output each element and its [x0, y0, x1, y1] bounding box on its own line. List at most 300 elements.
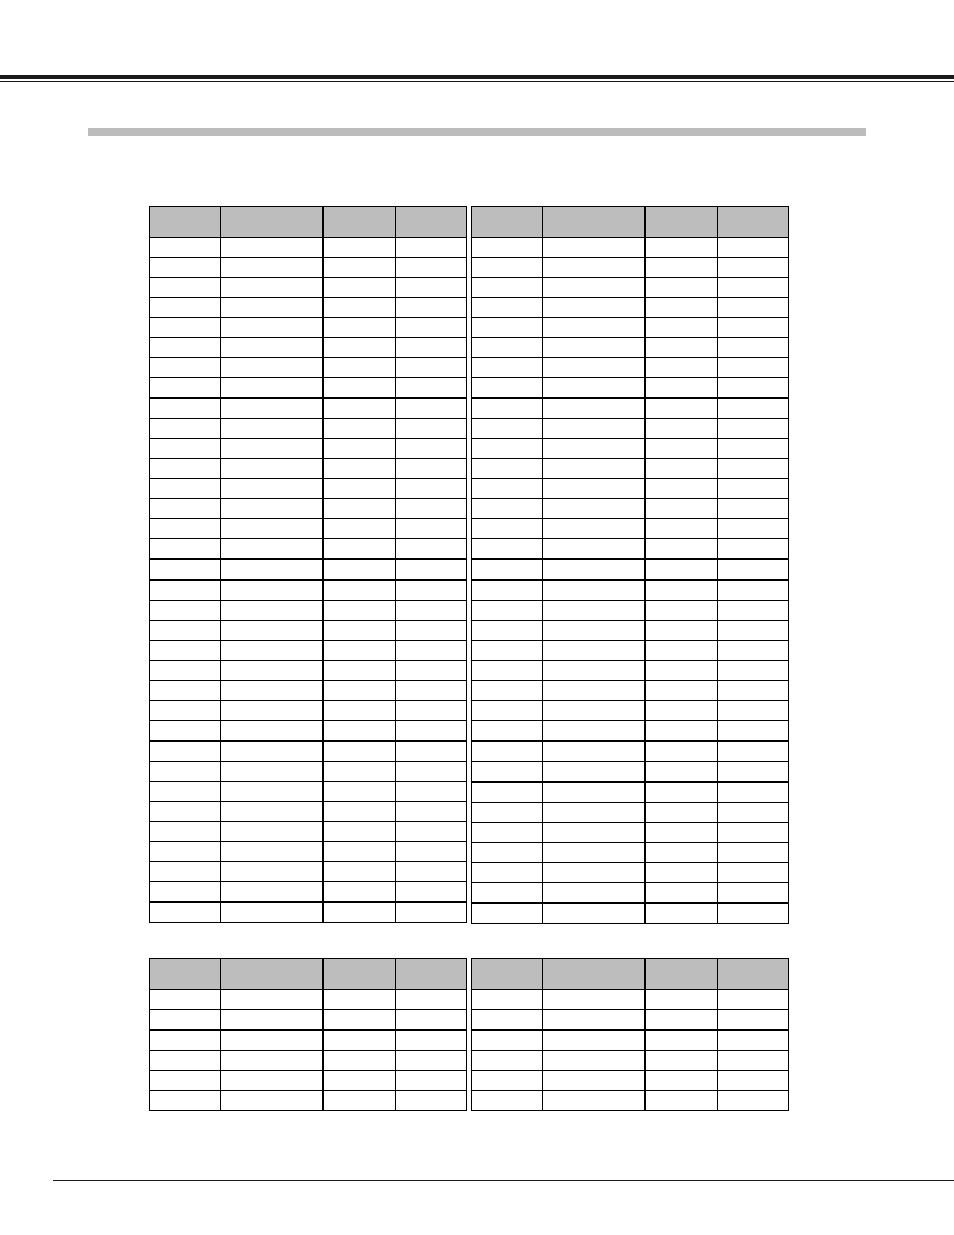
table-row — [472, 338, 789, 358]
table-cell — [543, 741, 645, 762]
table-cell — [395, 621, 466, 641]
table-row — [472, 378, 789, 399]
table-cell — [150, 238, 221, 258]
table-cell — [543, 1010, 645, 1031]
data-table-2 — [149, 958, 790, 1110]
table-cell — [543, 843, 645, 863]
table-cell — [323, 539, 395, 560]
table-cell — [472, 883, 543, 904]
table-cell — [221, 238, 323, 258]
table-row — [472, 559, 789, 580]
table-2-left-half — [149, 958, 467, 1111]
table-cell — [645, 883, 717, 904]
table-row — [150, 762, 467, 782]
table-cell — [221, 499, 323, 519]
table-cell — [395, 258, 466, 278]
table-cell — [717, 358, 788, 378]
table-cell — [150, 580, 221, 601]
table-cell — [395, 539, 466, 560]
table-row — [150, 1091, 467, 1111]
table-cell — [395, 641, 466, 661]
table-cell — [150, 641, 221, 661]
table-row — [472, 539, 789, 560]
table-row — [150, 479, 467, 499]
table-cell — [150, 519, 221, 539]
table-row — [472, 1030, 789, 1051]
data-table-1 — [149, 206, 790, 914]
table-cell — [645, 661, 717, 681]
table-cell — [543, 823, 645, 843]
table-cell — [472, 601, 543, 621]
table-cell — [150, 822, 221, 842]
table-row — [150, 601, 467, 621]
table-row — [472, 721, 789, 742]
table-row — [150, 318, 467, 338]
top-rule-thick — [0, 75, 954, 79]
table-cell — [472, 278, 543, 298]
table-cell — [150, 1010, 221, 1031]
table-cell — [543, 883, 645, 904]
table-cell — [221, 741, 323, 762]
table-cell — [472, 1051, 543, 1071]
table-cell — [543, 863, 645, 883]
column-header — [395, 959, 466, 990]
table-cell — [323, 479, 395, 499]
table-row — [472, 278, 789, 298]
table-cell — [150, 681, 221, 701]
table-cell — [150, 762, 221, 782]
table-cell — [717, 258, 788, 278]
table-cell — [472, 398, 543, 419]
table-cell — [221, 439, 323, 459]
table-cell — [472, 701, 543, 721]
table-cell — [221, 298, 323, 318]
table-cell — [150, 439, 221, 459]
table-cell — [472, 621, 543, 641]
section-heading-bar — [88, 128, 866, 136]
table-cell — [717, 519, 788, 539]
table-cell — [472, 903, 543, 924]
table-row — [150, 842, 467, 862]
table-cell — [221, 621, 323, 641]
table-row — [150, 990, 467, 1010]
table-cell — [221, 721, 323, 742]
table-cell — [323, 902, 395, 923]
table-cell — [472, 1010, 543, 1031]
column-header — [645, 207, 717, 238]
table-cell — [323, 990, 395, 1010]
table-cell — [323, 1051, 395, 1071]
table-cell — [323, 1071, 395, 1091]
table-cell — [395, 1051, 466, 1071]
table-cell — [645, 378, 717, 399]
table-cell — [645, 519, 717, 539]
table-cell — [395, 278, 466, 298]
table-cell — [645, 903, 717, 924]
table-cell — [150, 459, 221, 479]
table-row — [150, 641, 467, 661]
table-row — [472, 661, 789, 681]
table-row — [150, 1071, 467, 1091]
table-row — [150, 419, 467, 439]
table-row — [472, 1091, 789, 1111]
table-cell — [395, 398, 466, 419]
table-cell — [150, 1051, 221, 1071]
table-cell — [323, 459, 395, 479]
table-cell — [543, 903, 645, 924]
table-cell — [472, 803, 543, 823]
table-cell — [395, 802, 466, 822]
table-cell — [395, 358, 466, 378]
table-cell — [150, 1071, 221, 1091]
table-row — [150, 539, 467, 560]
table-row — [150, 580, 467, 601]
table-row — [472, 459, 789, 479]
table-cell — [150, 338, 221, 358]
table-cell — [395, 580, 466, 601]
table-cell — [323, 499, 395, 519]
table-cell — [395, 902, 466, 923]
column-header — [472, 959, 543, 990]
table-cell — [150, 621, 221, 641]
table-row — [150, 278, 467, 298]
table-cell — [323, 782, 395, 802]
table-cell — [645, 439, 717, 459]
table-row — [472, 499, 789, 519]
table-cell — [221, 258, 323, 278]
table-cell — [395, 439, 466, 459]
table-row — [150, 741, 467, 762]
column-header — [323, 207, 395, 238]
table-cell — [221, 762, 323, 782]
table-cell — [717, 1051, 788, 1071]
column-header — [717, 959, 788, 990]
table-cell — [221, 519, 323, 539]
table-cell — [472, 661, 543, 681]
table-row — [472, 238, 789, 258]
table-cell — [395, 822, 466, 842]
table-row — [150, 358, 467, 378]
table-cell — [150, 298, 221, 318]
table-cell — [472, 782, 543, 803]
table-cell — [323, 1091, 395, 1111]
table-cell — [717, 823, 788, 843]
header-row — [472, 207, 789, 238]
table-cell — [323, 378, 395, 399]
table-row — [150, 298, 467, 318]
table-cell — [221, 580, 323, 601]
column-header — [150, 207, 221, 238]
column-header — [395, 207, 466, 238]
table-row — [472, 318, 789, 338]
table-cell — [543, 499, 645, 519]
table-cell — [221, 539, 323, 560]
table-cell — [645, 601, 717, 621]
table-cell — [645, 238, 717, 258]
table-row — [150, 1010, 467, 1031]
table-cell — [150, 559, 221, 580]
table-row — [472, 741, 789, 762]
table-cell — [323, 580, 395, 601]
table-cell — [323, 318, 395, 338]
table-row — [150, 681, 467, 701]
table-cell — [645, 298, 717, 318]
table-cell — [221, 822, 323, 842]
table-cell — [645, 701, 717, 721]
table-cell — [645, 358, 717, 378]
column-header — [543, 207, 645, 238]
column-header — [543, 959, 645, 990]
table-cell — [645, 1071, 717, 1091]
table-cell — [543, 238, 645, 258]
table-cell — [543, 378, 645, 399]
table-cell — [323, 741, 395, 762]
table-cell — [395, 862, 466, 882]
table-cell — [221, 1030, 323, 1051]
table-cell — [221, 902, 323, 923]
table-cell — [323, 1030, 395, 1051]
table-cell — [645, 803, 717, 823]
table-cell — [323, 701, 395, 721]
table-cell — [395, 762, 466, 782]
table-cell — [221, 1091, 323, 1111]
table-cell — [221, 1071, 323, 1091]
table-cell — [645, 863, 717, 883]
table-row — [150, 802, 467, 822]
table-cell — [221, 1051, 323, 1071]
table-cell — [717, 803, 788, 823]
table-cell — [150, 721, 221, 742]
table-row — [472, 258, 789, 278]
table-cell — [472, 338, 543, 358]
table-cell — [221, 701, 323, 721]
table-cell — [150, 1030, 221, 1051]
table-row — [150, 398, 467, 419]
table-cell — [717, 990, 788, 1010]
table-cell — [645, 318, 717, 338]
table-cell — [543, 358, 645, 378]
table-row — [472, 1010, 789, 1031]
table-cell — [323, 358, 395, 378]
table-row — [472, 621, 789, 641]
table-cell — [543, 419, 645, 439]
table-cell — [645, 278, 717, 298]
table-cell — [395, 479, 466, 499]
table-cell — [395, 661, 466, 681]
table-cell — [472, 539, 543, 560]
table-row — [150, 621, 467, 641]
table-cell — [221, 1010, 323, 1031]
table-row — [150, 822, 467, 842]
table-cell — [717, 782, 788, 803]
table-cell — [395, 238, 466, 258]
table-cell — [717, 338, 788, 358]
header-row — [472, 959, 789, 990]
table-cell — [645, 721, 717, 742]
table-cell — [221, 318, 323, 338]
table-cell — [543, 661, 645, 681]
table-cell — [645, 459, 717, 479]
table-cell — [323, 822, 395, 842]
table-cell — [395, 1071, 466, 1091]
table-cell — [645, 681, 717, 701]
column-header — [323, 959, 395, 990]
table-cell — [323, 661, 395, 681]
table-cell — [543, 559, 645, 580]
table-cell — [717, 559, 788, 580]
table-cell — [645, 741, 717, 762]
column-header — [472, 207, 543, 238]
table-cell — [645, 580, 717, 601]
table-cell — [395, 990, 466, 1010]
table-cell — [472, 318, 543, 338]
table-cell — [323, 398, 395, 419]
column-header — [221, 207, 323, 238]
table-cell — [717, 278, 788, 298]
table-cell — [323, 278, 395, 298]
table-cell — [323, 862, 395, 882]
table-cell — [543, 439, 645, 459]
table-cell — [472, 641, 543, 661]
table-cell — [645, 990, 717, 1010]
table-cell — [323, 601, 395, 621]
table-cell — [221, 559, 323, 580]
table-cell — [717, 601, 788, 621]
table-cell — [717, 580, 788, 601]
table-cell — [645, 479, 717, 499]
table-cell — [543, 641, 645, 661]
table-cell — [543, 539, 645, 560]
table-cell — [543, 782, 645, 803]
table-cell — [717, 681, 788, 701]
table-row — [472, 419, 789, 439]
table-cell — [150, 318, 221, 338]
table-cell — [717, 499, 788, 519]
table-row — [150, 701, 467, 721]
table-cell — [221, 681, 323, 701]
table-cell — [150, 782, 221, 802]
table-cell — [221, 419, 323, 439]
table-cell — [543, 803, 645, 823]
table-row — [150, 882, 467, 903]
footer-rule — [53, 1180, 954, 1181]
table-cell — [395, 681, 466, 701]
table-cell — [150, 882, 221, 903]
table-cell — [395, 419, 466, 439]
table-cell — [395, 298, 466, 318]
table-cell — [543, 258, 645, 278]
table-cell — [150, 1091, 221, 1111]
table-cell — [543, 621, 645, 641]
table-cell — [150, 701, 221, 721]
table-cell — [150, 539, 221, 560]
table-cell — [717, 378, 788, 399]
table-cell — [717, 883, 788, 904]
table-cell — [717, 701, 788, 721]
table-cell — [150, 601, 221, 621]
table-cell — [645, 641, 717, 661]
header-row — [150, 959, 467, 990]
table-cell — [543, 338, 645, 358]
table-cell — [472, 721, 543, 742]
table-cell — [717, 459, 788, 479]
table-cell — [323, 559, 395, 580]
table-cell — [717, 863, 788, 883]
table-cell — [395, 701, 466, 721]
table-cell — [717, 479, 788, 499]
table-cell — [323, 298, 395, 318]
table-cell — [150, 378, 221, 399]
table-cell — [645, 499, 717, 519]
table-cell — [150, 741, 221, 762]
table-row — [150, 1051, 467, 1071]
table-cell — [395, 882, 466, 903]
table-cell — [543, 1051, 645, 1071]
table-cell — [221, 479, 323, 499]
table-row — [472, 641, 789, 661]
table-cell — [472, 358, 543, 378]
table-cell — [395, 459, 466, 479]
table-cell — [221, 378, 323, 399]
table-cell — [395, 378, 466, 399]
table-row — [150, 661, 467, 681]
table-cell — [472, 419, 543, 439]
table-row — [150, 721, 467, 742]
table-cell — [150, 398, 221, 419]
table-row — [150, 439, 467, 459]
table-cell — [543, 519, 645, 539]
table-cell — [323, 258, 395, 278]
table-cell — [323, 681, 395, 701]
table-cell — [472, 439, 543, 459]
table-cell — [645, 559, 717, 580]
table-cell — [472, 762, 543, 783]
table-cell — [645, 1051, 717, 1071]
table-cell — [323, 519, 395, 539]
table-row — [150, 782, 467, 802]
table-row — [472, 762, 789, 783]
table-cell — [717, 238, 788, 258]
table-cell — [472, 459, 543, 479]
table-cell — [717, 1091, 788, 1111]
table-cell — [717, 721, 788, 742]
table-cell — [150, 661, 221, 681]
table-cell — [472, 499, 543, 519]
table-cell — [717, 1030, 788, 1051]
table-cell — [717, 1010, 788, 1031]
table-cell — [323, 721, 395, 742]
table-cell — [395, 1010, 466, 1031]
table-1-left-half — [149, 206, 467, 923]
table-row — [150, 902, 467, 923]
table-cell — [543, 318, 645, 338]
table-row — [472, 883, 789, 904]
table-cell — [543, 721, 645, 742]
table-cell — [645, 419, 717, 439]
table-cell — [323, 419, 395, 439]
column-header — [221, 959, 323, 990]
table-cell — [221, 842, 323, 862]
table-cell — [645, 762, 717, 783]
table-cell — [717, 661, 788, 681]
table-cell — [543, 580, 645, 601]
table-cell — [543, 990, 645, 1010]
table-cell — [472, 1030, 543, 1051]
table-row — [472, 1051, 789, 1071]
table-cell — [472, 580, 543, 601]
table-cell — [717, 903, 788, 924]
table-cell — [221, 338, 323, 358]
